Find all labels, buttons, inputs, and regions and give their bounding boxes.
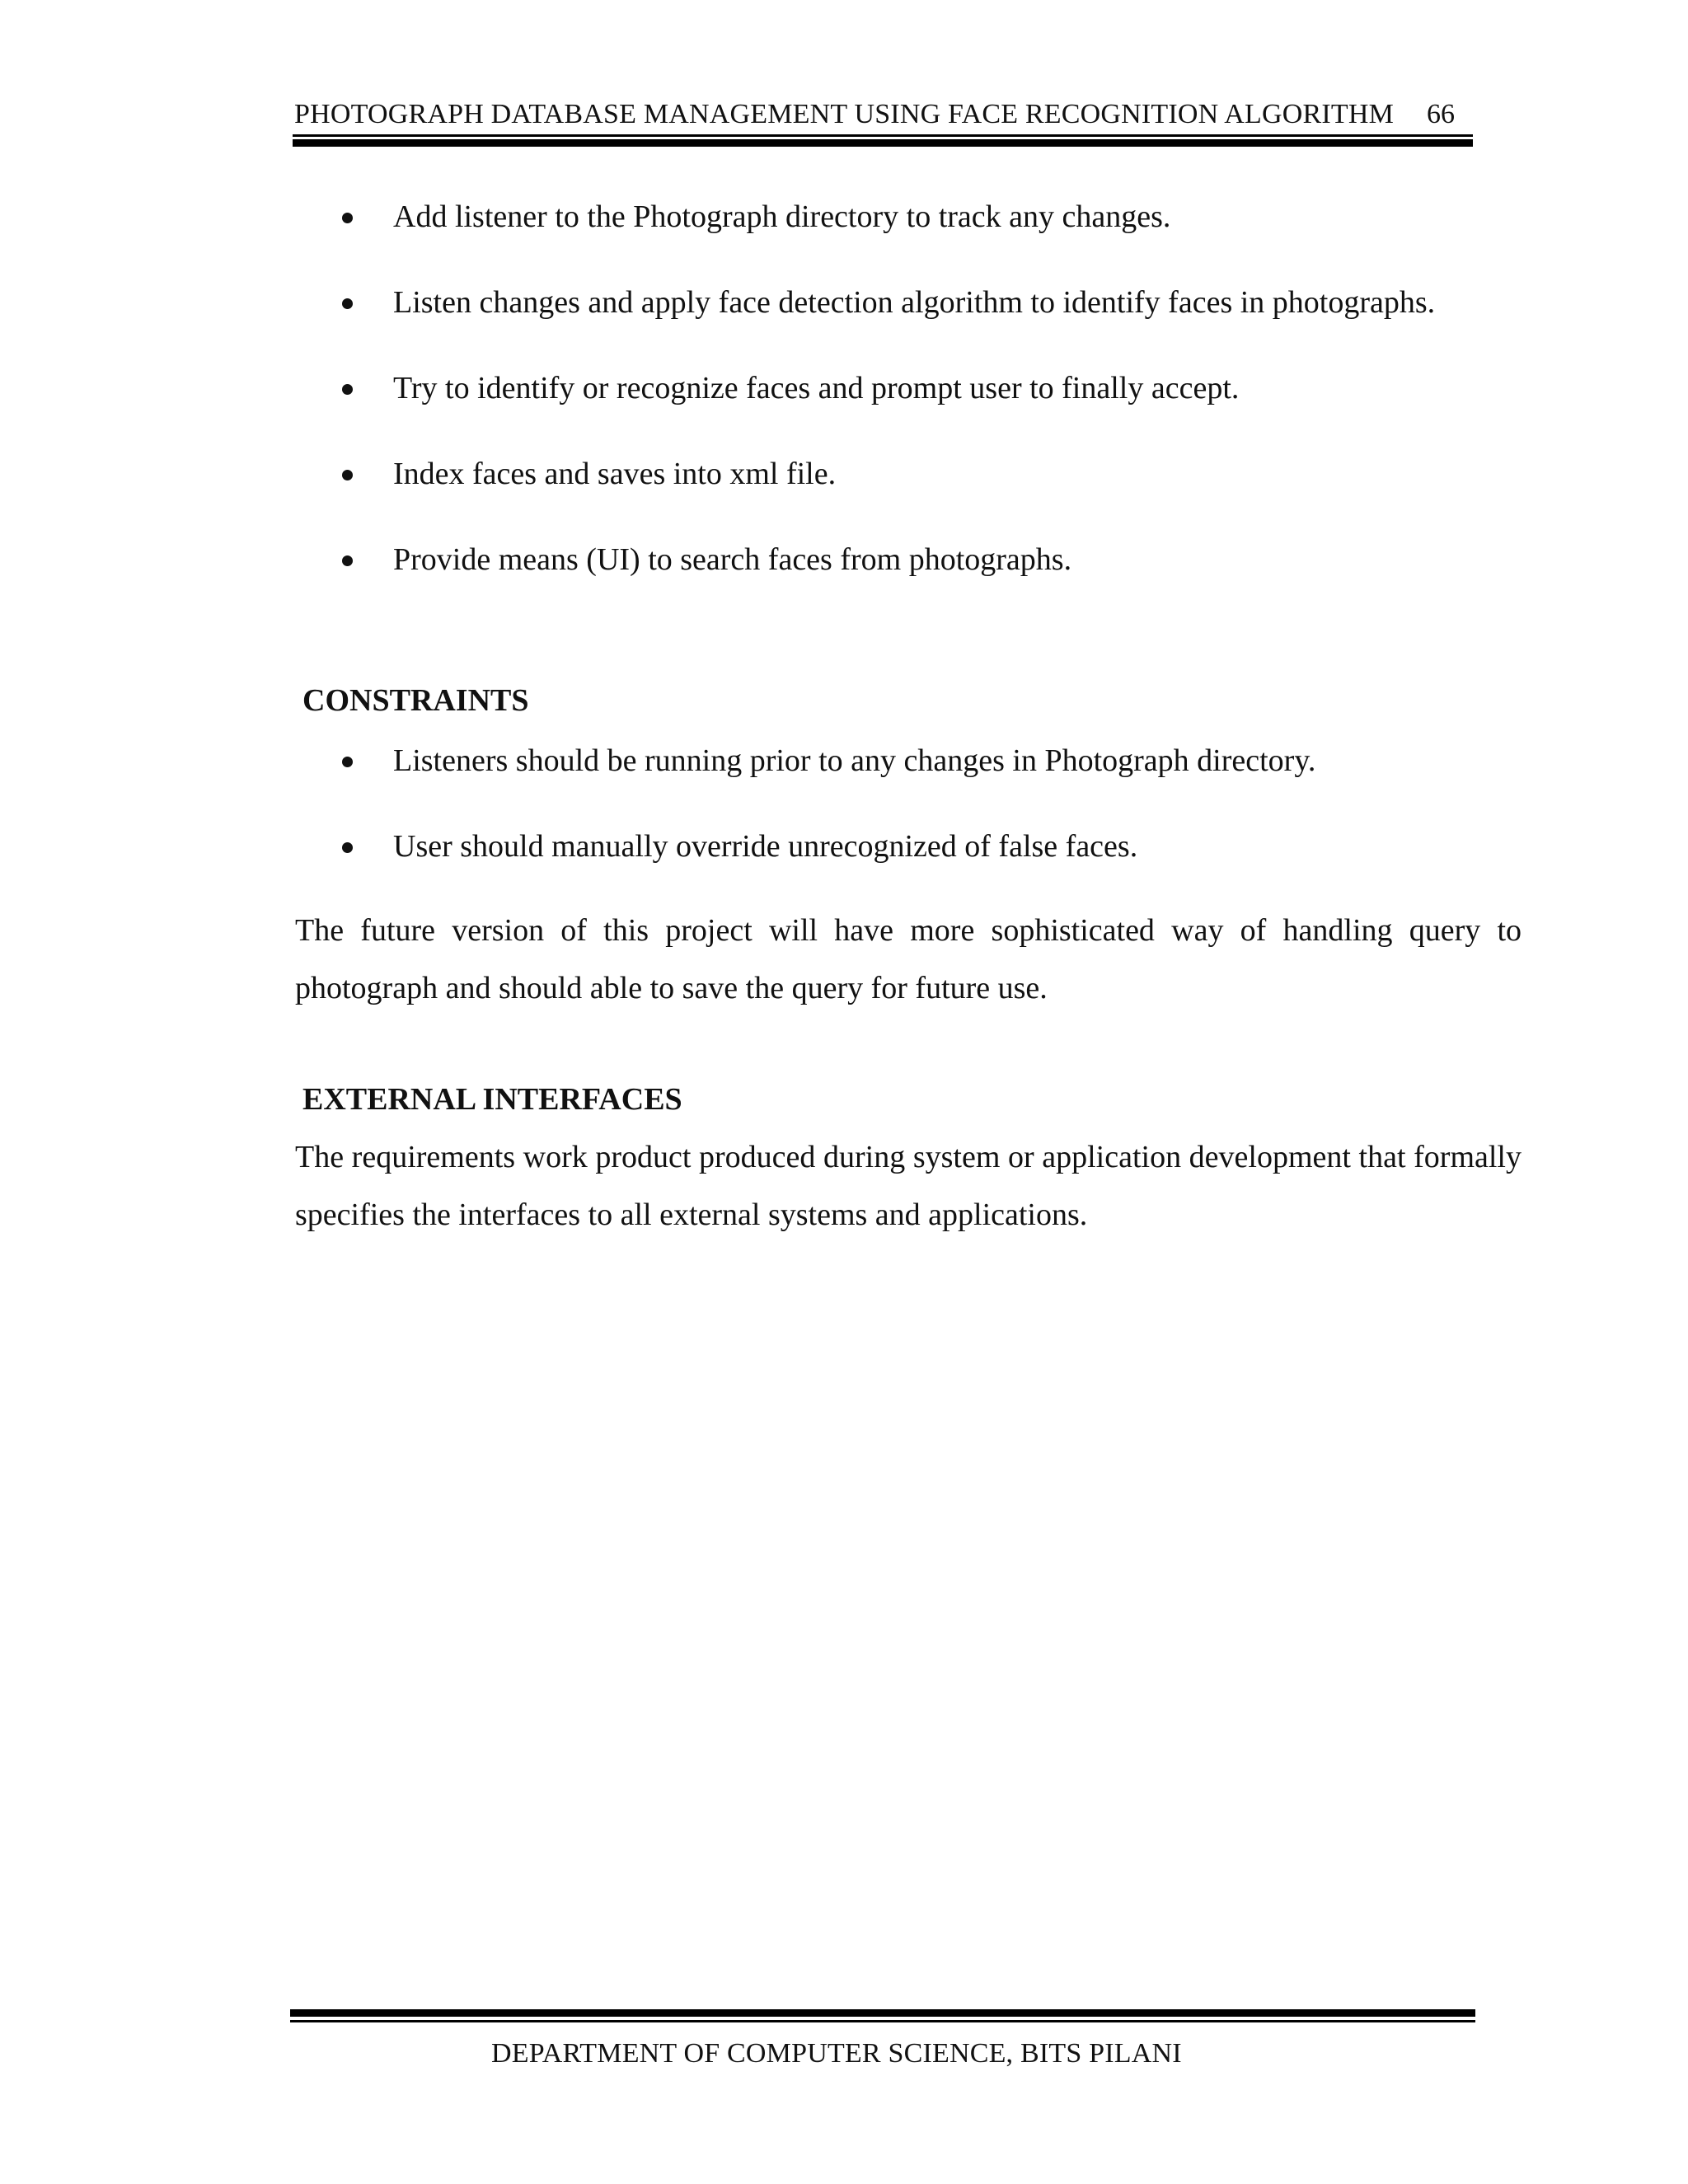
bullet-icon [342, 842, 353, 853]
bullet-item [342, 732, 1471, 790]
bullet-icon [342, 555, 353, 566]
bullet-text: Listeners should be running prior to any changes in Photograph directory. [393, 743, 1316, 778]
bullet-text: Index faces and saves into xml file. [393, 457, 837, 491]
page-number: 66 [1427, 99, 1455, 129]
bullet-icon [342, 470, 353, 480]
bullet-item [342, 188, 1471, 246]
footer-text: DEPARTMENT OF COMPUTER SCIENCE, BITS PILANI [491, 2038, 1182, 2069]
bullet-text: Provide means (UI) to search faces from photographs. [393, 542, 1072, 577]
footer-rule-thick [290, 2009, 1475, 2017]
bullet-item [342, 818, 1471, 875]
bullet-text: Try to identify or recognize faces and prompt user to finally accept. [393, 371, 1240, 405]
bullet-text: Listen changes and apply face detection algorithm to identify faces in photographs. [393, 285, 1436, 320]
bullet-item [342, 274, 1471, 331]
page-header [293, 94, 1473, 147]
external-interfaces-paragraph: The requirements work product produced during system or application development that formally specifies the interfaces to all external systems and applications. [295, 1140, 1522, 1232]
bullet-item [342, 531, 1471, 588]
requirements-bullet-list [342, 188, 1471, 616]
header-rule-thin [293, 134, 1473, 137]
bullet-text: User should manually override unrecognized of false faces. [393, 829, 1138, 864]
bullet-item [342, 445, 1471, 503]
bullet-icon [342, 213, 353, 223]
bullet-icon [342, 384, 353, 395]
header-rule-thick [293, 139, 1473, 147]
bullet-icon [342, 757, 353, 767]
external-interfaces-heading: EXTERNAL INTERFACES [302, 1082, 682, 1117]
page-footer [290, 2009, 1475, 2075]
footer-rule-thin [290, 2020, 1475, 2022]
bullet-text: Add listener to the Photograph directory to track any changes. [393, 199, 1171, 234]
future-version-paragraph: The future version of this project will have more sophisticated way of handling query to photograph and should able to save the query for future use. [295, 913, 1522, 1005]
bullet-icon [342, 298, 353, 309]
constraints-heading: CONSTRAINTS [302, 683, 529, 718]
constraints-bullet-list [342, 732, 1471, 903]
header-title: PHOTOGRAPH DATABASE MANAGEMENT USING FACE RECOGNITION ALGORITHM [294, 99, 1395, 129]
bullet-item [342, 359, 1471, 417]
